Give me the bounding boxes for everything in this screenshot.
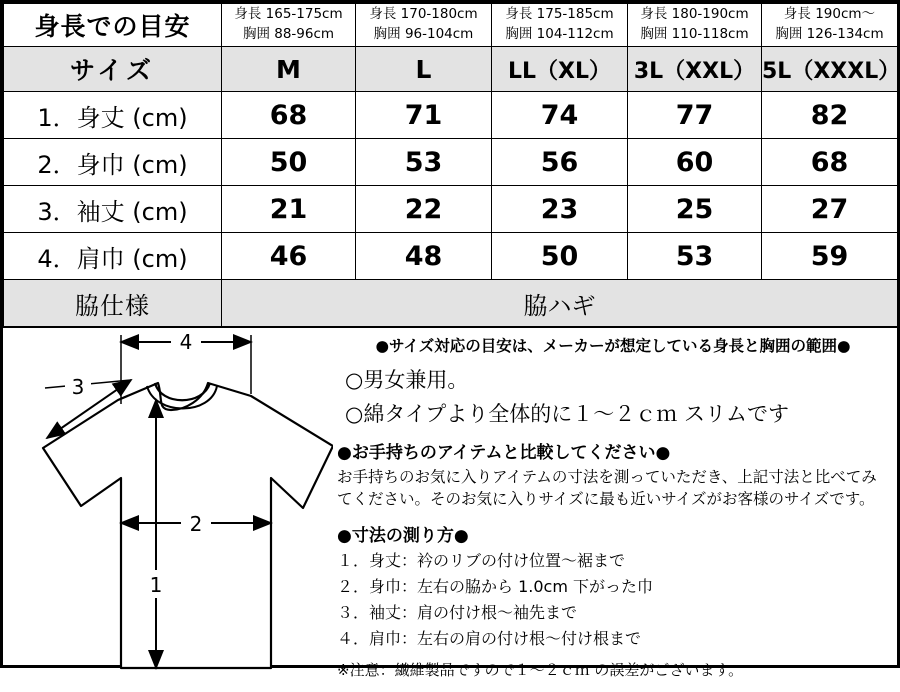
range-height-ll: 身長 175-185cm: [505, 6, 614, 23]
size-5l: 5L（XXXL）: [762, 47, 898, 92]
range-chest-3l: 胸囲 110-118cm: [640, 26, 749, 42]
cell-2-ll: 56: [492, 139, 628, 186]
notes-compare-heading: ●お手持ちのアイテムと比較してください●: [337, 443, 671, 463]
cell-1-m: 68: [222, 92, 356, 139]
cell-4-5l: 59: [762, 233, 898, 280]
table-row: [4, 92, 898, 139]
measure-label-2: 2: [189, 512, 203, 536]
notes-footer: ※注意：繊維製品ですので１～２ｃｍ の誤差がございます。: [337, 660, 744, 679]
row-label-4: 4．肩巾 (cm): [4, 233, 222, 280]
notes-panel: [333, 328, 897, 692]
notes-slim: ○綿タイプより全体的に１～２ｃｍ スリムです: [345, 402, 789, 426]
row-label-1: 1．身丈 (cm): [4, 92, 222, 139]
notes-measure-heading: ●寸法の測り方●: [337, 525, 469, 546]
cell-3-l: 22: [356, 186, 492, 233]
cell-3-5l: 27: [762, 186, 898, 233]
tshirt-illustration: [3, 328, 333, 690]
table-row: [4, 139, 898, 186]
range-chest-5l: 胸囲 126-134cm: [775, 26, 884, 42]
measure-label-4: 4: [179, 330, 193, 354]
range-cell-5l: [762, 4, 898, 47]
size-l: L: [356, 47, 492, 92]
table-row-sizes: [4, 47, 898, 92]
range-chest-m: 胸囲 88-96cm: [242, 26, 335, 42]
notes-measure-item-3: ３．袖丈：肩の付け根～袖先まで: [337, 602, 578, 622]
range-cell-m: [222, 4, 356, 47]
cell-2-5l: 68: [762, 139, 898, 186]
cell-1-5l: 82: [762, 92, 898, 139]
cell-1-ll: 74: [492, 92, 628, 139]
cell-4-3l: 53: [628, 233, 762, 280]
waki-value: 脇ハギ: [222, 280, 898, 327]
table-row-waki: [4, 280, 898, 327]
range-height-5l: 身長 190cm～: [783, 6, 876, 23]
cell-4-m: 46: [222, 233, 356, 280]
range-height-3l: 身長 180-190cm: [640, 6, 749, 23]
table-row-ranges: [4, 4, 898, 47]
size-table: [3, 3, 898, 327]
range-cell-ll: [492, 4, 628, 47]
notes-compare-body: お手持ちのお気に入りアイテムの寸法を測っていただき、上記寸法と比べてみてください。そのお気に入りサイズに最も近いサイズがお客様のサイズです。: [337, 468, 877, 509]
size-row-label: サイズ: [4, 47, 222, 92]
notes-unisex: ○男女兼用。: [345, 368, 469, 392]
notes-heading: ●サイズ対応の目安は、メーカーが想定している身長と胸囲の範囲●: [375, 337, 851, 355]
range-chest-ll: 胸囲 104-112cm: [505, 26, 614, 42]
table-row: [4, 233, 898, 280]
cell-4-ll: 50: [492, 233, 628, 280]
range-chest-l: 胸囲 96-104cm: [373, 26, 474, 42]
cell-1-l: 71: [356, 92, 492, 139]
row-label-2: 2．身巾 (cm): [4, 139, 222, 186]
table-row: [4, 186, 898, 233]
notes-measure-item-2: ２．身巾：左右の脇から 1.0cm 下がった巾: [337, 576, 654, 596]
cell-3-ll: 23: [492, 186, 628, 233]
size-m: M: [222, 47, 356, 92]
cell-1-3l: 77: [628, 92, 762, 139]
range-height-l: 身長 170-180cm: [369, 6, 478, 23]
cell-2-m: 50: [222, 139, 356, 186]
notes-measure-item-1: １．身丈：衿のリブの付け位置～裾まで: [337, 550, 626, 570]
table-title: 身長での目安: [4, 4, 222, 47]
size-3l: 3L（XXL）: [628, 47, 762, 92]
waki-label: 脇仕様: [4, 280, 222, 327]
measure-label-3: 3: [71, 375, 85, 399]
notes-measure-item-4: ４．肩巾：左右の肩の付け根～付け根まで: [337, 628, 642, 648]
size-ll: LL（XL）: [492, 47, 628, 92]
row-label-3: 3．袖丈 (cm): [4, 186, 222, 233]
cell-4-l: 48: [356, 233, 492, 280]
cell-2-l: 53: [356, 139, 492, 186]
range-cell-3l: [628, 4, 762, 47]
cell-3-m: 21: [222, 186, 356, 233]
range-cell-l: [356, 4, 492, 47]
cell-3-3l: 25: [628, 186, 762, 233]
bottom-section: [3, 327, 897, 692]
measure-label-1: 1: [149, 573, 163, 597]
cell-2-3l: 60: [628, 139, 762, 186]
tshirt-diagram: [3, 328, 333, 692]
range-height-m: 身長 165-175cm: [234, 6, 343, 23]
